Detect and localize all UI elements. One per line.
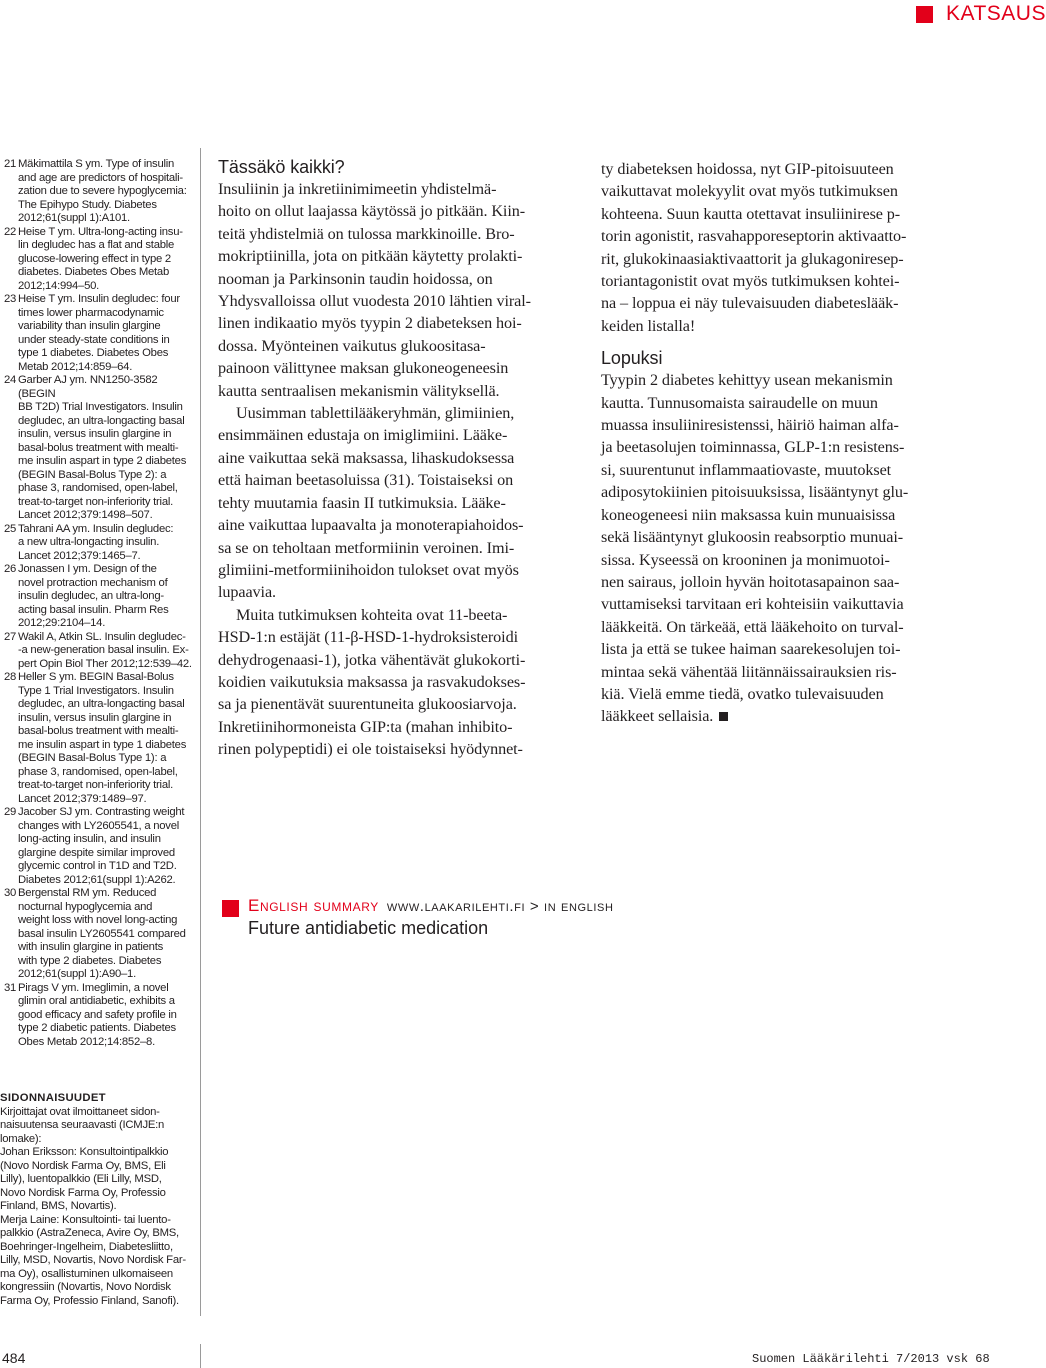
section-label: KATSAUS <box>946 2 1046 25</box>
reference-number: 31 <box>4 981 17 994</box>
reference-number: 23 <box>4 293 17 305</box>
reference-number: 30 <box>4 887 17 899</box>
reference-item <box>4 158 192 226</box>
disclosure-eriksson: Johan Eriksson: Konsultointipalkkio (Novo Nordisk Farma Oy, BMS, Eli Lilly), luentopalkkio (Eli Lilly, MSD, Novo Nordisk Farma Oy, Professio Finland, BMS, Novartis). <box>0 1146 169 1212</box>
english-summary-link[interactable]: www.laakarilehti.fi > in english <box>386 898 614 915</box>
article-column-right <box>601 158 959 728</box>
reference-item <box>4 523 192 564</box>
reference-text: Jacober SJ ym. Contrasting weight changes with LY2605541, a novel long-acting insulin, and insulin glargine despite similar improved glycemic control in T1D and T2D. Diabetes 2012;61(suppl 1):A262. <box>18 806 185 886</box>
reference-item <box>4 982 192 1050</box>
reference-text: Tahrani AA ym. Insulin degludec: a new ultra-longacting insulin. Lancet 2012;379:1465–7. <box>18 522 174 562</box>
reference-number: 24 <box>4 374 17 386</box>
section-marker-square <box>916 6 933 23</box>
footer-divider <box>200 1344 201 1368</box>
reference-item <box>4 226 192 294</box>
section-heading-lopuksi: Lopuksi <box>601 348 663 369</box>
reference-text: Garber AJ ym. NN1250-3582 (BEGIN BB T2D) Trial Investigators. Insulin degludec, an ultra-longacting basal insulin, versus insulin glargine in basal-bolus treatment with mealti- me insulin aspart in type 2 diabetes (BEGIN Basal-Bolus Type 2): a phase 3, randomised, open-label, treat-to-target non-inferiority trial. Lancet 2012;379:1498–507. <box>18 374 187 521</box>
reference-text: Jonassen I ym. Design of the novel protraction mechanism of insulin degludec, an ultra-long- acting basal insulin. Pharm Res 2012;29:2104–14. <box>18 563 169 629</box>
reference-item <box>4 671 192 806</box>
page-number: 484 <box>2 1350 26 1366</box>
column-divider <box>200 148 201 1316</box>
reference-text: Bergenstal RM ym. Reduced nocturnal hypoglycemia and weight loss with novel long-acting basal insulin LY2605541 compared with insulin glargine in patients with type 2 diabetes. Diabetes 2012;61(suppl 1):A90–1. <box>18 887 186 980</box>
end-of-article-mark <box>719 712 728 721</box>
reference-number: 27 <box>4 630 17 643</box>
disclosures-box <box>0 1092 186 1308</box>
disclosures-intro: Kirjoittajat ovat ilmoittaneet sidon- naisuutensa seuraavasti (ICMJE:n lomake): <box>0 1105 165 1145</box>
reference-text: Mäkimattila S ym. Type of insulin and age are predictors of hospitali- zation due to severe hypoglycemia: The Epihypo Study. Diabetes 2012;61(suppl 1):A101. <box>18 158 187 224</box>
body-paragraph: Insuliinin ja inkretiinimimeetin yhdistelmä- hoito on ollut laajassa käytössä jo pitkään. Kiin- teitä yhdistelmiä on tulossa markkinoille. Bro- mokriptiinilla, jota on pitkään käytetty prolakti- nooman ja Parkinsonin taudin hoidossa, on Yhdysvalloissa ollut vuodesta 2010 lähtien viral- linen indikaatio myös tyypin 2 diabeteksen hoi- dossa. Myönteinen vaikutus glukoositasa- painoon välittynee maksan glukoneogeneesin kautta sentraalisen mekanismin välityksellä. <box>218 180 531 400</box>
body-paragraph: Muita tutkimuksen kohteita ovat 11-beeta- HSD-1:n estäjät (11-β-HSD-1-hydroksisteroidi dehydrogenaasi-1), jotka vähentävät glukokorti- koidien vaikutuksia maksassa ja rasvakudokses- sa ja pienentävät suurentuneita glukoosiarvoja. Inkretiinihormoneista GIP:ta (mahan inhibito- rinen polypeptidi) ei ole toistaiseksi hyödynnet- <box>218 605 526 759</box>
reference-item <box>4 887 192 982</box>
reference-item <box>4 293 192 374</box>
reference-number: 28 <box>4 671 17 683</box>
english-summary-marker-square <box>222 900 239 917</box>
section-heading-tassako-kaikki: Tässäkö kaikki? <box>218 157 345 177</box>
reference-number: 26 <box>4 563 17 575</box>
reference-item <box>4 374 192 523</box>
reference-text: Heller S ym. BEGIN Basal-Bolus Type 1 Trial Investigators. Insulin degludec, an ultra-longacting basal insulin, versus insulin glargine in basal-bolus treatment with mealti- me insulin aspart in type 1 diabetes (BEGIN Basal-Bolus Type 1): a phase 3, randomised, open-label, treat-to-target non-inferiority trial. Lancet 2012;379:1489–97. <box>18 671 187 805</box>
body-paragraph: Uusimman tablettilääkeryhmän, glimiinien, ensimmäinen edustaja on imiglimiini. Lääke- aine vaikuttaa sekä maksassa, lihaskudoksessa että haiman beetasoluissa (31). Toistaiseksi on tehty muutamia faasin II tutkimuksia. Lääke- aine vaikuttaa lupaavalta ja monoterapiahoidos- sa se on teholtaan metformiinin veroinen. Imi- glimiini-metformiinihoidon tulokset ovat myös lupaavia. <box>218 404 524 602</box>
reference-list <box>4 158 192 1049</box>
body-paragraph: ty diabeteksen hoidossa, nyt GIP-pitoisuuteen vaikuttavat molekyylit ovat myös tutkimuksen kohteena. Suun kautta otettavat insuliinirese p- torin agonistit, rasvahapporeseptorin aktivaatto- rit, glukokinaasiaktivaattorit ja glukagonireseр- toriantagonistit ovat myös tutkimuksen kohtei- na – loppua ei näy tulevaisuuden diabeteslääk- keiden listalla! <box>601 160 907 335</box>
reference-item <box>4 563 192 631</box>
reference-text: Wakil A, Atkin SL. Insulin degludec- -a new-generation basal insulin. Ex- pert Opin Biol Ther 2012;12:539–42. <box>18 630 192 670</box>
reference-number: 25 <box>4 522 17 535</box>
disclosure-laine: Merja Laine: Konsultointi- tai luento- palkkio (AstraZeneca, Avire Oy, BMS, Boehringer-Ingelheim, Diabetesliitto, Lilly, MSD, Novartis, Novo Nordisk Far- ma Oy), osallistuminen ulkomaiseen kongressiin (Novartis, Novo Nordisk Farma Oy, Professio Finland, Sanofi). <box>0 1213 186 1307</box>
body-paragraph-conclusion <box>601 369 959 728</box>
disclosures-title: SIDONNAISUUDET <box>0 1092 106 1104</box>
journal-footer: Suomen Lääkärilehti 7/2013 vsk 68 <box>752 1352 990 1366</box>
english-summary-title <box>248 896 614 916</box>
article-column-middle <box>218 156 590 761</box>
reference-text: Heise T ym. Ultra-long-acting insu- lin degludec has a flat and stable glucose-lowering effect in type 2 diabetes. Diabetes Obes Metab 2012;14:994–50. <box>18 225 183 292</box>
reference-item <box>4 631 192 672</box>
reference-number: 21 <box>4 158 17 170</box>
english-summary-label: English summary <box>248 896 379 915</box>
english-summary-subtitle: Future antidiabetic medication <box>248 918 489 938</box>
conclusion-text: Tyypin 2 diabetes kehittyy usean mekanismin kautta. Tunnusomaista sairaudelle on muun muassa insuliiniresistenssi, häiriö haiman alfa- ja beetasolujen toiminnassa, GLP-1:n resistens- si, suurentunut inflammaatiovaste, muutokset adiposytokiinien pitoisuuksissa, lisääntynyt glu- koneogeneesi niin maksassa kuin munuaisissa sekä lisääntynyt glukoosin reabsorptio munuai- sissa. Kyseessä on krooninen ja monimuotoi- nen sairaus, jolloin hyvän hoitotasapainon saa- vuttamiseksi tarvitaan eri kohteisiin vaikuttavia lääkkeitä. On tärkeää, että lääkehoito on turval- lista ja että se tukee haiman saarekesolujen toi- mintaa sekä vähentää liitännäissairauksien ris- kiä. Vielä emme tiedä, ovatko tulevaisuuden lääkkeet sellaisia. <box>601 371 909 726</box>
reference-text: Pirags V ym. Imeglimin, a novel glimin oral antidiabetic, exhibits a good efficacy and safety profile in type 2 diabetic patients. Diabetes Obes Metab 2012;14:852–8. <box>18 981 177 1048</box>
reference-item <box>4 806 192 887</box>
reference-text: Heise T ym. Insulin degludec: four times lower pharmacodynamic variability than insulin glargine under steady-state conditions in type 1 diabetes. Diabetes Obes Metab 2012;14:859–64. <box>18 293 180 373</box>
reference-number: 22 <box>4 225 17 238</box>
reference-number: 29 <box>4 806 17 818</box>
